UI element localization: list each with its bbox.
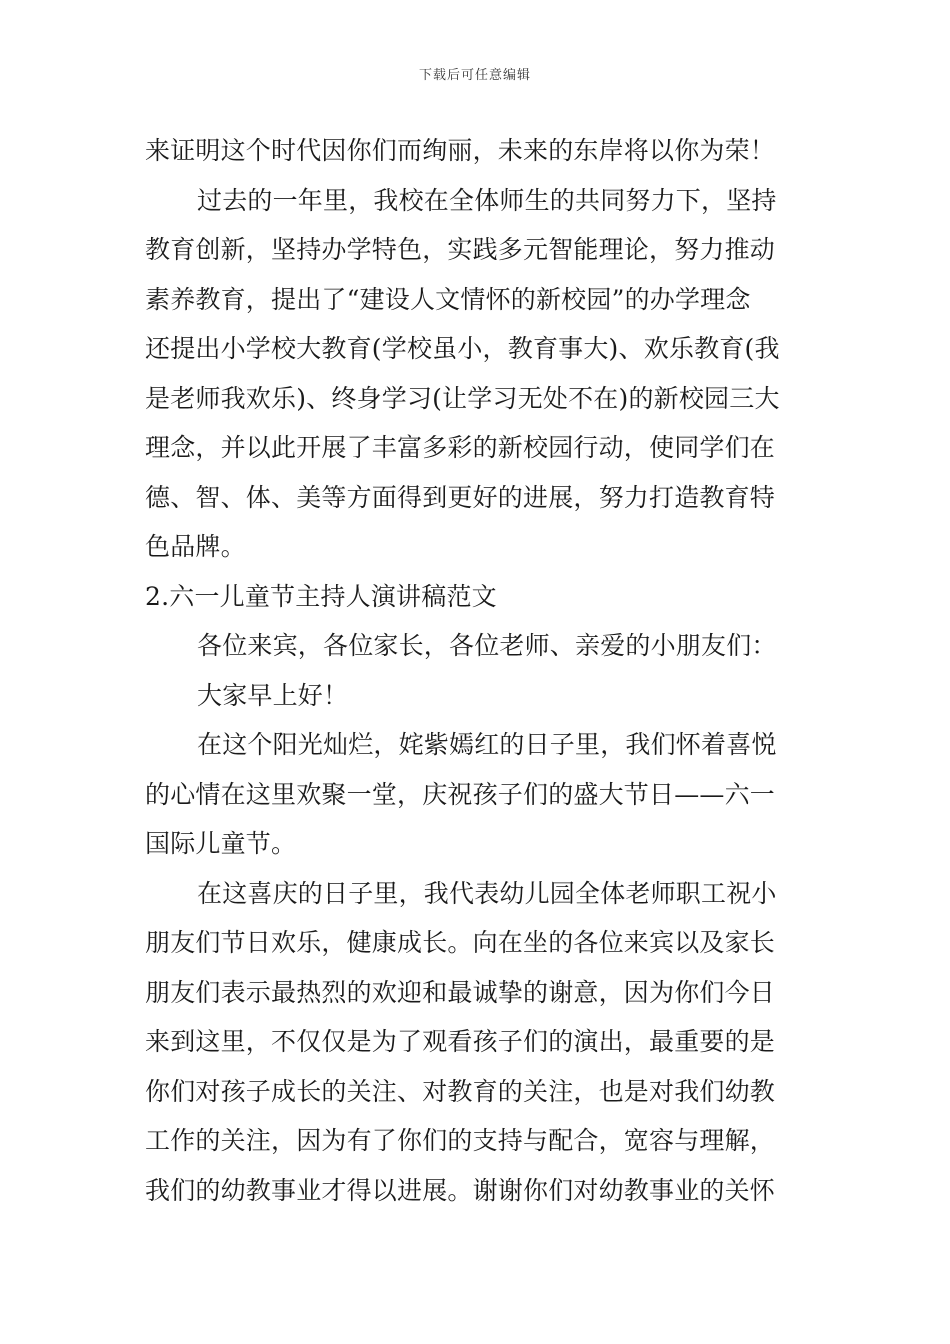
text-line: 你们对孩子成长的关注、对教育的关注，也是对我们幼教: [145, 1076, 776, 1106]
text-line: 大家早上好！: [197, 680, 349, 710]
text-line: 来证明这个时代因你们而绚丽，未来的东岸将以你为荣！: [145, 136, 776, 165]
page-header: 下载后可任意编辑: [418, 68, 531, 83]
text-line: 在这个阳光灿烂，姹紫嫣红的日子里，我们怀着喜悦: [197, 730, 777, 759]
document-body: [145, 126, 810, 1215]
text-line: 各位来宾，各位家长，各位老师、亲爱的小朋友们：: [197, 631, 777, 660]
text-line: 教育创新，坚持办学特色，实践多元智能理论，努力推动: [145, 235, 776, 264]
text-line: 色品牌。: [145, 532, 246, 561]
text-line: 理念，并以此开展了丰富多彩的新校园行动，使同学们在: [145, 433, 776, 462]
text-line: 德、智、体、美等方面得到更好的进展，努力打造教育特: [145, 482, 776, 512]
text-line: 朋友们节日欢乐，健康成长。向在坐的各位来宾以及家长: [145, 928, 776, 957]
text-line: 过去的一年里，我校在全体师生的共同努力下，坚持: [197, 185, 777, 215]
text-line: 还提出小学校大教育(学校虽小，教育事大)、欢乐教育(我: [145, 334, 780, 363]
text-line: 的心情在这里欢聚一堂，庆祝孩子们的盛大节日——六一: [145, 779, 776, 809]
text-line: 在这喜庆的日子里，我代表幼儿园全体老师职工祝小: [197, 878, 777, 908]
section-heading: 2.六一儿童节主持人演讲稿范文: [145, 581, 497, 611]
text-line: 素养教育，提出了“建设人文情怀的新校园”的办学理念: [145, 284, 751, 314]
text-line: 国际儿童节。: [145, 829, 297, 858]
text-line: 来到这里，不仅仅是为了观看孩子们的演出，最重要的是: [145, 1027, 776, 1056]
text-line: 我们的幼教事业才得以进展。谢谢你们对幼教事业的关怀: [145, 1175, 776, 1205]
text-line: 是老师我欢乐)、终身学习(让学习无处不在)的新校园三大: [145, 383, 780, 413]
text-line: 工作的关注，因为有了你们的支持与配合，宽容与理解，: [145, 1126, 776, 1155]
text-line: 朋友们表示最热烈的欢迎和最诚挚的谢意，因为你们今日: [145, 977, 776, 1007]
